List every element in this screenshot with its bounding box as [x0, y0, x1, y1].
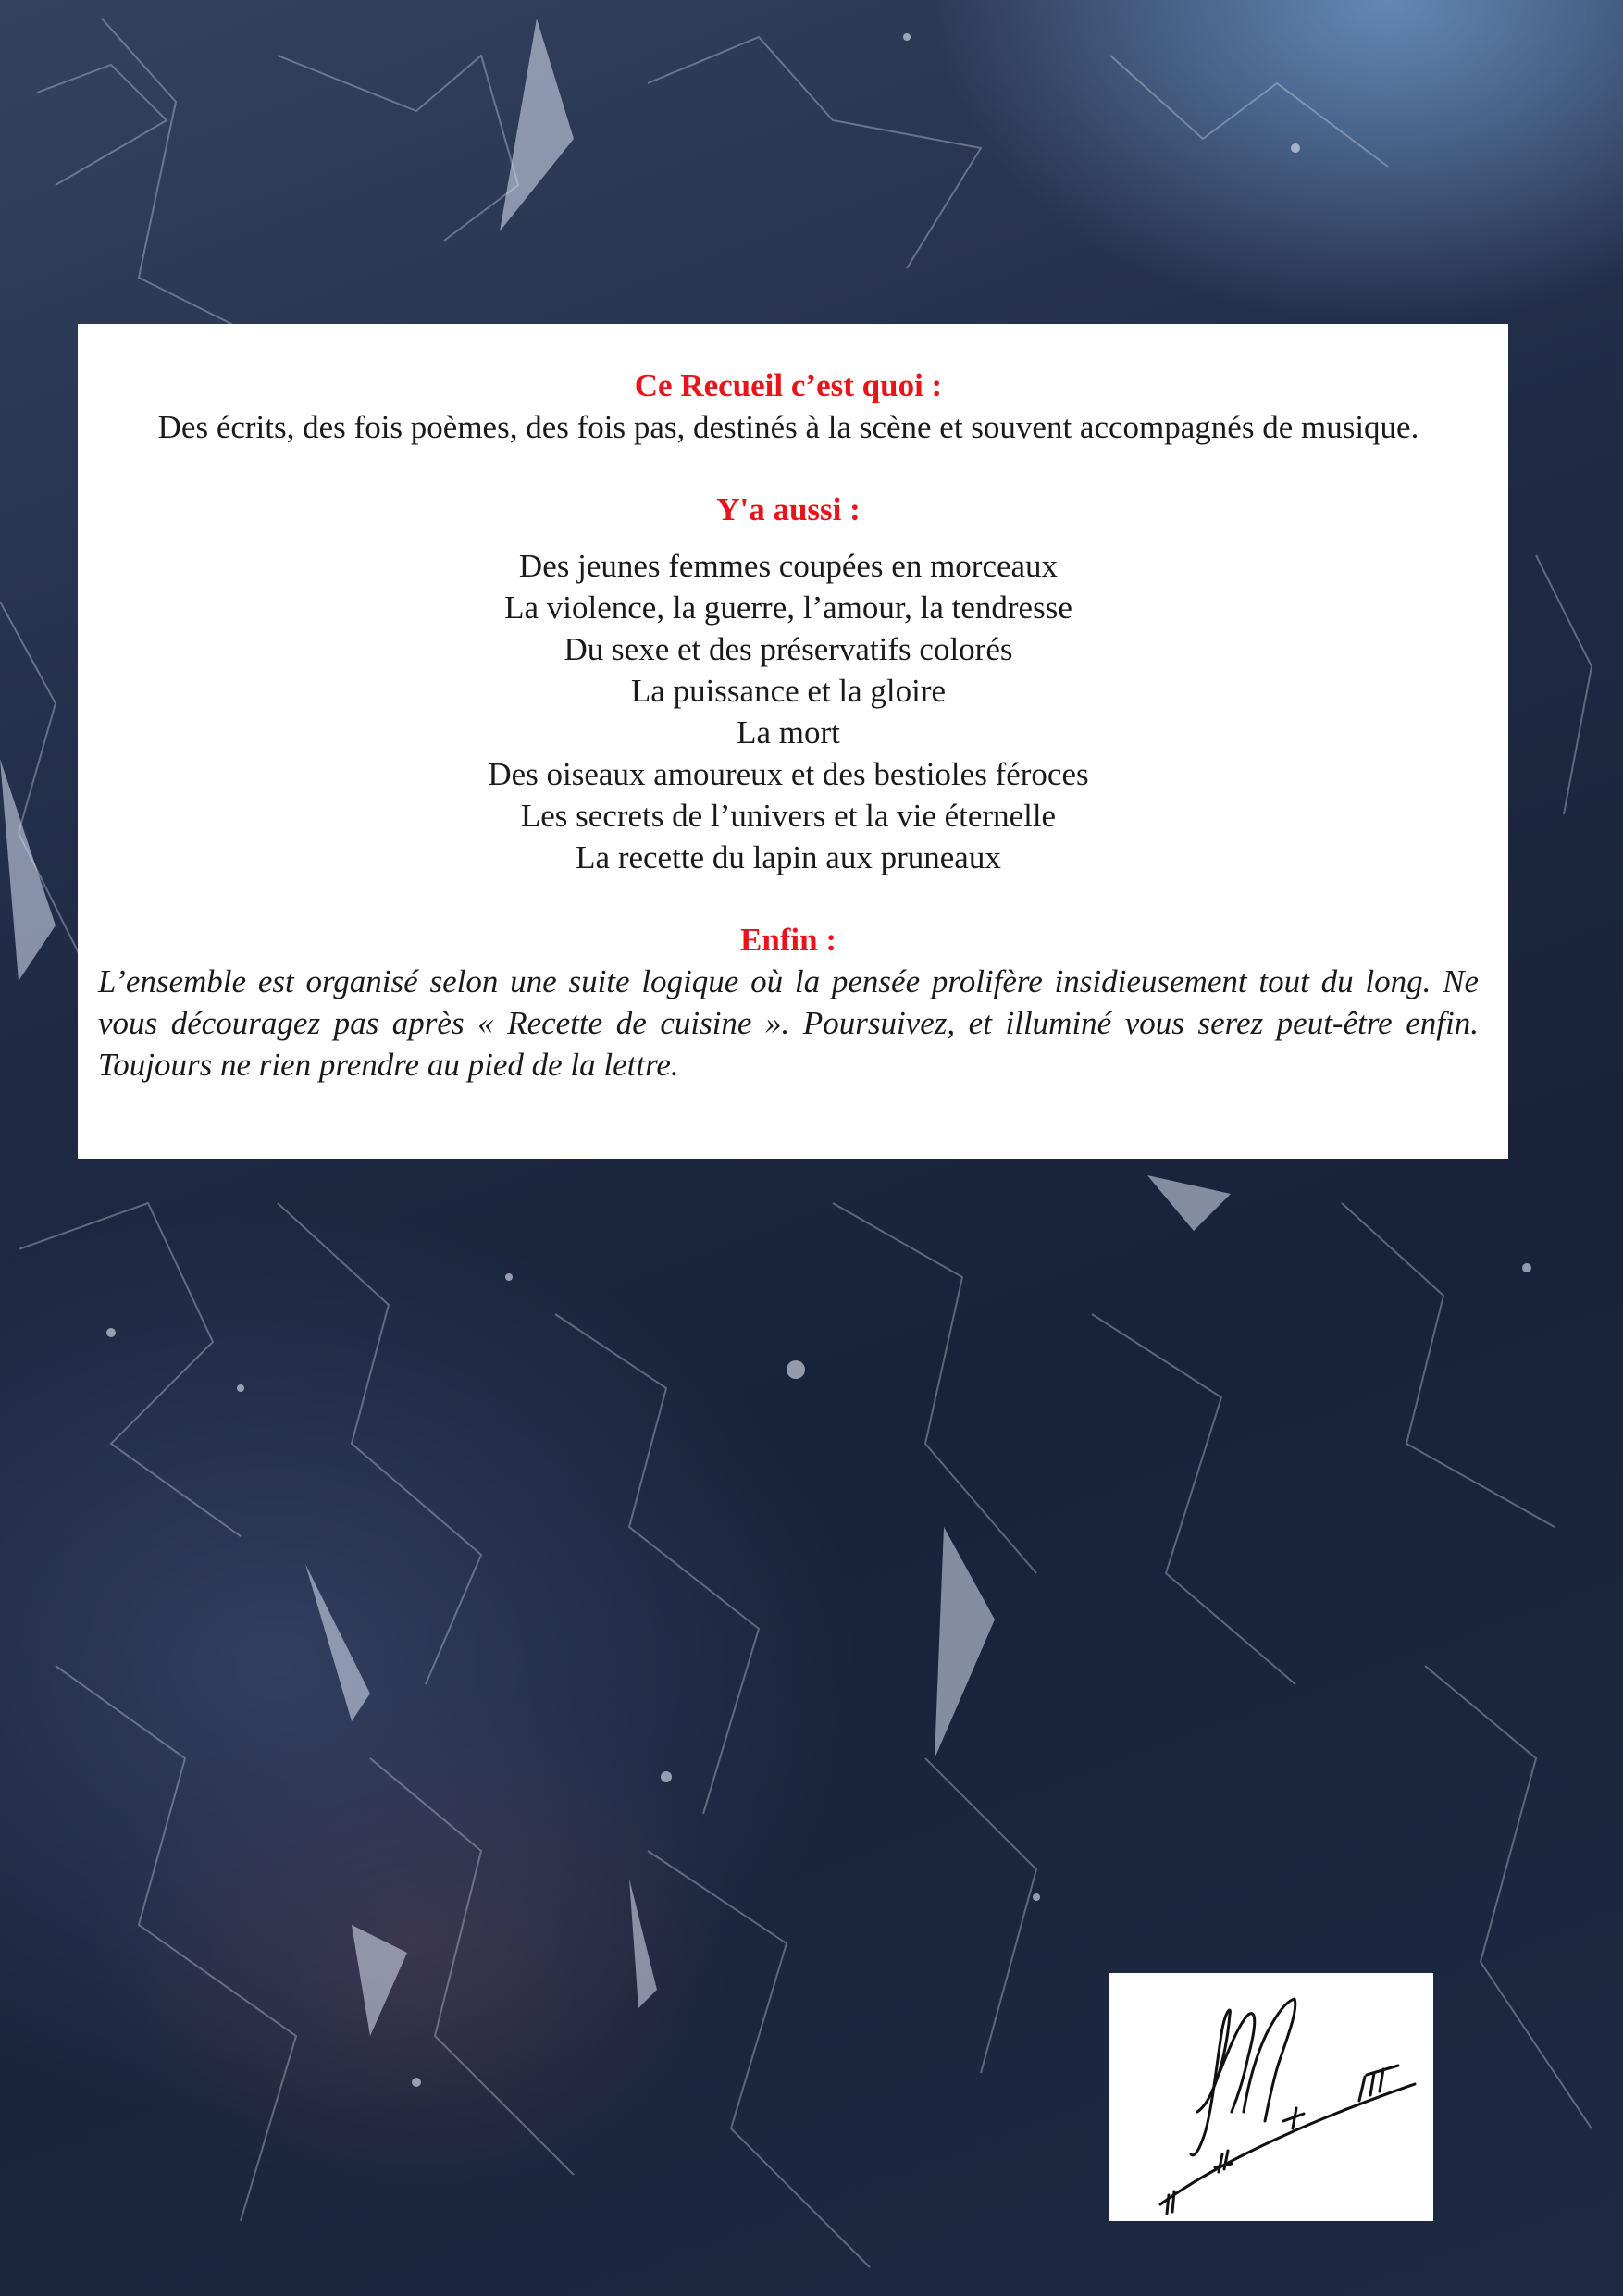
list-item: Les secrets de l’univers et la vie éternelle	[520, 798, 1057, 834]
intro-text: Des écrits, des fois poèmes, des fois pas, destinés à la scène et souvent accompagnés de musique.	[157, 409, 1419, 445]
signature-icon	[1109, 1973, 1433, 2221]
list-item: Des oiseaux amoureux et des bestioles féroces	[488, 756, 1089, 792]
list-item: Des jeunes femmes coupées en morceaux	[518, 548, 1059, 584]
finally-text: L’ensemble est organisé selon une suite logique où la pensée prolifère insidieusement tout du long. Ne vous découragez pas après « Recette de cuisine ». Poursuivez, et illuminé vous serez peut-être enfin. Toujours ne rien prendre au pied de la lettre.	[98, 963, 1479, 1083]
list-item: La puissance et la gloire	[630, 673, 947, 709]
list-item: La recette du lapin aux pruneaux	[576, 839, 1001, 875]
signature-box	[1109, 1973, 1433, 2221]
list-item: Du sexe et des préservatifs colorés	[564, 631, 1013, 667]
text-panel	[78, 324, 1508, 1159]
also-heading: Y'a aussi :	[716, 491, 861, 527]
finally-heading: Enfin :	[739, 922, 837, 958]
list-item: La mort	[737, 714, 840, 751]
list-item: La violence, la guerre, l’amour, la tendresse	[504, 590, 1072, 626]
intro-heading: Ce Recueil c’est quoi :	[634, 367, 943, 403]
also-list	[98, 545, 1479, 878]
